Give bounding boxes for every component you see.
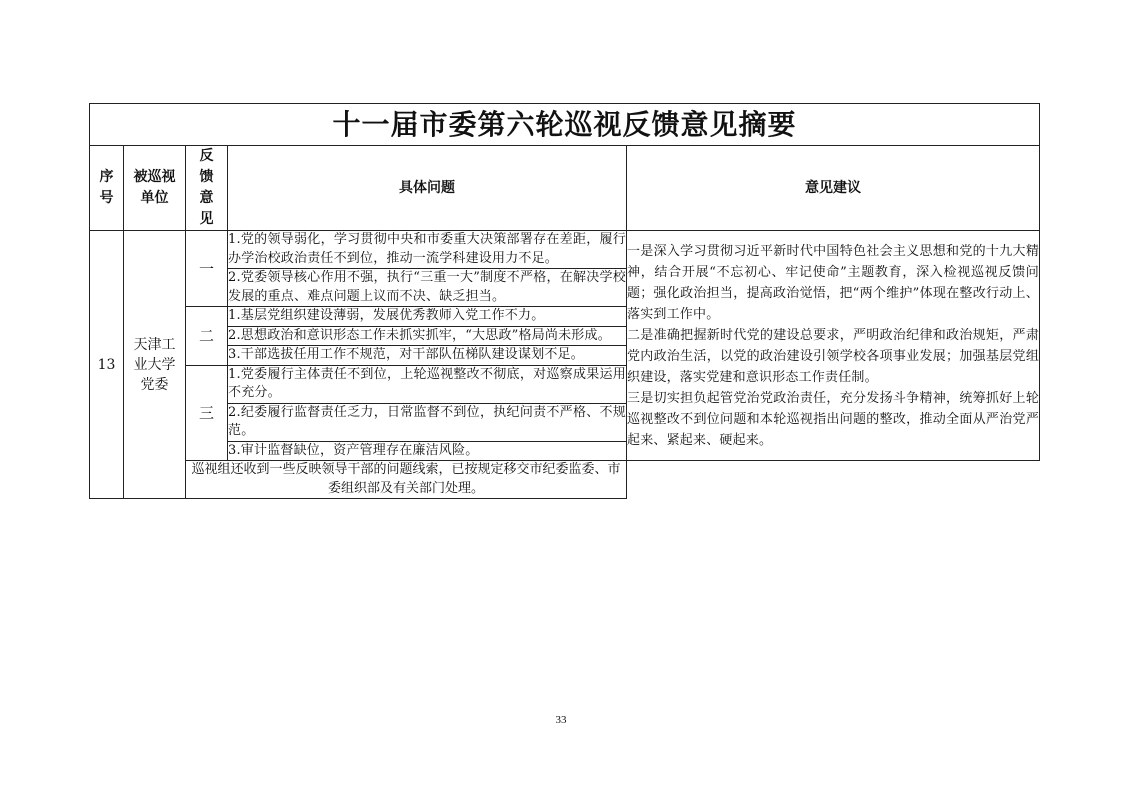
round-three: 三 (186, 365, 228, 461)
header-suggestions: 意见建议 (627, 146, 1040, 231)
issue-item: 3.审计监督缺位，资产管理存在廉洁风险。 (228, 441, 627, 461)
issue-item: 1.党的领导弱化，学习贯彻中央和市委重大决策部署存在差距，履行办学治校政治责任不到位，推动一流学科建设用力不足。 (228, 231, 627, 269)
suggestion-paragraph: 二是准确把握新时代党的建设总要求，严明政治纪律和政治规矩，严肃党内政治生活，以党的政治建设引领学校各项事业发展；加强基层党组织建设，落实党建和意识形态工作责任制。 (627, 327, 1040, 385)
header-unit (124, 146, 186, 231)
issue-item: 2.党委领导核心作用不强，执行“三重一大”制度不严格，在解决学校发展的重点、难点问题上议而不决、缺乏担当。 (228, 269, 627, 307)
row-seq: 13 (90, 231, 124, 499)
table-row (90, 461, 1040, 499)
issue-item: 1.基层党组织建设薄弱，发展优秀教师入党工作不力。 (228, 307, 627, 327)
inspection-feedback-table (89, 103, 1040, 499)
issue-item: 3.干部选拔任用工作不规范，对干部队伍梯队建设谋划不足。 (228, 346, 627, 366)
header-unit-label: 被巡视单位 (133, 169, 176, 206)
suggestion-paragraph: 一是深入学习贯彻习近平新时代中国特色社会主义思想和党的十九大精神，结合开展“不忘初心、牢记使命”主题教育，深入检视巡视反馈问题；强化政治担当，提高政治觉悟，把“两个维护”体现在整改行动上、落实到工作中。 (627, 243, 1040, 322)
row-unit (124, 231, 186, 499)
header-feedback (186, 146, 228, 231)
document-title: 十一届市委第六轮巡视反馈意见摘要 (90, 104, 1040, 146)
suggestion-paragraph: 三是切实担负起管党治党政治责任，充分发扬斗争精神，统筹抓好上轮巡视整改不到位问题和本轮巡视指出问题的整改，推动全面从严治党严起来、紧起来、硬起来。 (627, 390, 1040, 448)
header-issues: 具体问题 (228, 146, 627, 231)
table-row (90, 231, 1040, 269)
title-row (90, 104, 1040, 146)
round-two: 二 (186, 307, 228, 366)
suggestions-cell (627, 231, 1040, 461)
round-one: 一 (186, 231, 228, 307)
header-feedback-label: 反馈意见 (199, 148, 214, 227)
header-seq (90, 146, 124, 231)
footer-note: 巡视组还收到一些反映领导干部的问题线索，已按规定移交市纪委监委、市委组织部及有关部门处理。 (186, 461, 627, 499)
issue-item: 1.党委履行主体责任不到位，上轮巡视整改不彻底，对巡察成果运用不充分。 (228, 365, 627, 403)
page-number: 33 (555, 714, 567, 726)
header-row (90, 146, 1040, 231)
issue-item: 2.思想政治和意识形态工作未抓实抓牢，“大思政”格局尚未形成。 (228, 326, 627, 346)
row-unit-label: 天津工业大学党委 (133, 336, 176, 393)
issue-item: 2.纪委履行监督责任乏力，日常监督不到位，执纪问责不严格、不规范。 (228, 403, 627, 441)
header-seq-label: 序号 (99, 169, 114, 206)
